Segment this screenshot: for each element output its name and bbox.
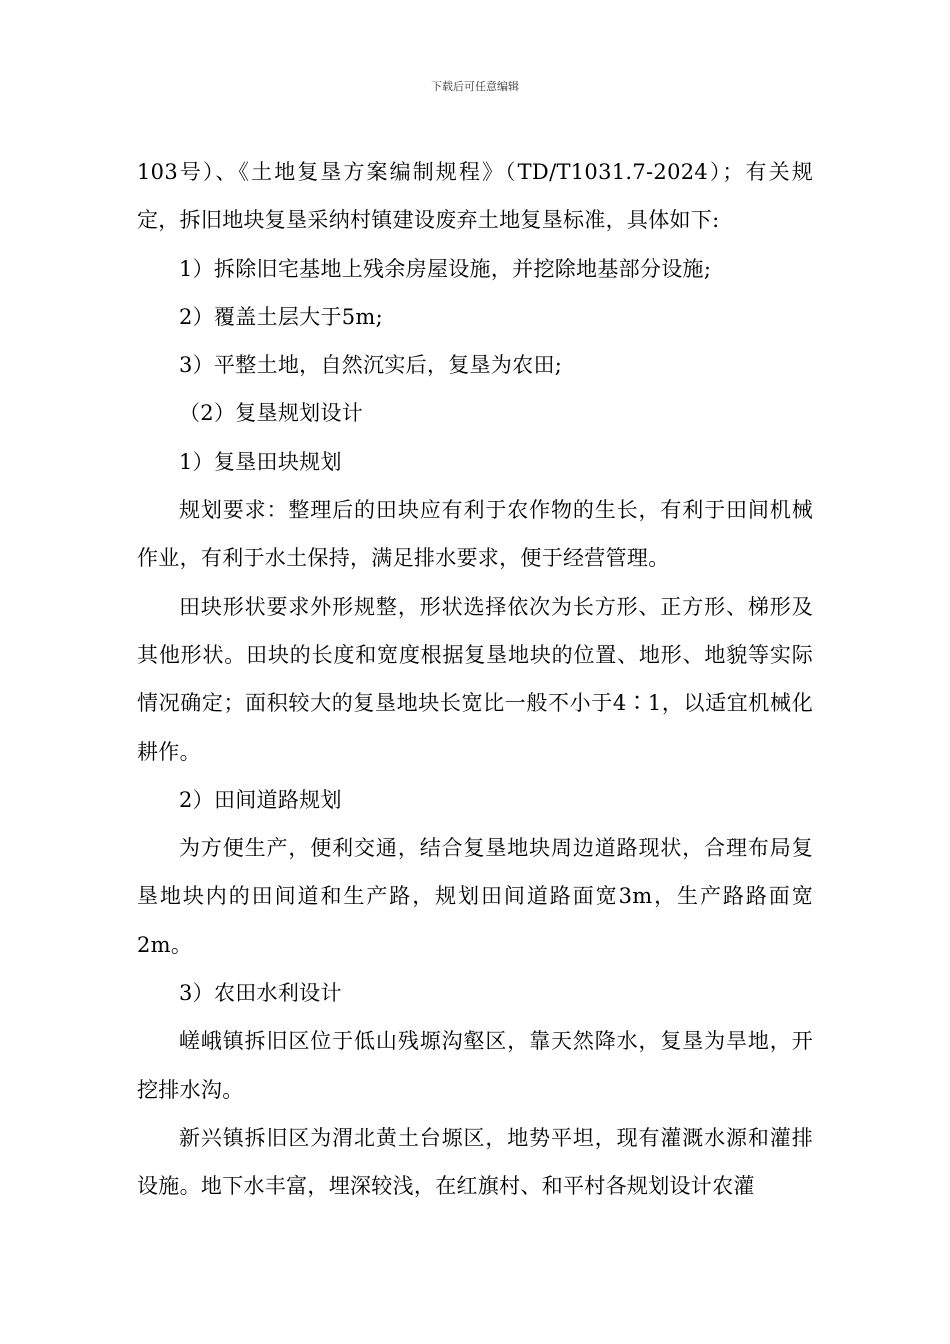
paragraph: 规划要求：整理后的田块应有利于农作物的生长，有利于田间机械作业，有利于水土保持，满足排水要求，便于经营管理。 — [137, 498, 813, 571]
paragraph: 田块形状要求外形规整，形状选择依次为长方形、正方形、梯形及其他形状。田块的长度和宽度根据复垦地块的位置、地形、地貌等实际情况确定；面积较大的复垦地块长宽比一般不小于4∶1，以适宜机械化耕作。 — [137, 594, 813, 764]
paragraph: 2）覆盖土层大于5m; — [179, 304, 384, 329]
paragraph: 1）拆除旧宅基地上残余房屋设施，并挖除地基部分设施; — [179, 256, 712, 281]
document-body — [137, 148, 813, 1211]
paragraph: 103号）、《土地复垦方案编制规程》（TD/T1031.7-2024）；有关规定，拆旧地块复垦采纳村镇建设废弃土地复垦标准，具体如下: — [137, 160, 813, 233]
paragraph: 新兴镇拆旧区为渭北黄土台塬区，地势平坦，现有灌溉水源和灌排设施。地下水丰富，埋深较浅，在红旗村、和平村各规划设计农灌 — [137, 1125, 813, 1199]
paragraph: 嵯峨镇拆旧区位于低山残塬沟壑区，靠天然降水，复垦为旱地，开挖排水沟。 — [137, 1029, 813, 1102]
section-heading: （2）复垦规划设计 — [179, 401, 364, 426]
paragraph: 3）平整土地，自然沉实后，复垦为农田; — [179, 353, 563, 378]
subsection-heading: 3）农田水利设计 — [179, 981, 342, 1006]
paragraph: 为方便生产，便利交通，结合复垦地块周边道路现状，合理布局复垦地块内的田间道和生产路，规划田间道路面宽3m，生产路路面宽2m。 — [137, 836, 813, 957]
subsection-heading: 1）复垦田块规划 — [179, 449, 342, 474]
page-header: 下载后可任意编辑 — [431, 80, 519, 93]
subsection-heading: 2）田间道路规划 — [179, 787, 342, 812]
